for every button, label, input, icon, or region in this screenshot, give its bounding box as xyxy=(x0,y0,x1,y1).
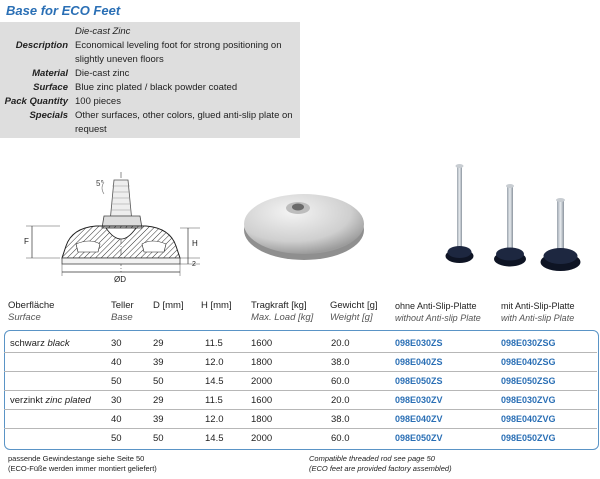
row-separator xyxy=(4,409,597,410)
spec-key: Surface xyxy=(33,82,68,93)
cell-code-anti-slip: 098E050ZVG xyxy=(501,433,556,443)
cell-base: 50 xyxy=(111,433,122,444)
two-label: 2 xyxy=(192,261,196,268)
row-separator xyxy=(4,352,597,353)
spec-key: Description xyxy=(15,40,68,51)
cell-code-anti-slip: 098E050ZSG xyxy=(501,376,556,386)
base-photo xyxy=(240,186,370,266)
cell-d: 50 xyxy=(153,433,164,444)
cell-h: 11.5 xyxy=(205,395,223,406)
cell-h: 14.5 xyxy=(205,433,224,444)
surface-label: verzinkt zinc plated xyxy=(10,395,91,406)
spec-value: Die-cast zinc xyxy=(75,68,130,79)
cell-base: 50 xyxy=(111,376,122,387)
cell-code-anti-slip: 098E030ZSG xyxy=(501,338,556,348)
cell-d: 29 xyxy=(153,338,164,349)
row-separator xyxy=(4,371,597,372)
header-without-anti-slip: ohne Anti-Slip-Platte without Anti-slip Plate xyxy=(395,301,481,323)
cell-weight: 20.0 xyxy=(331,395,350,406)
cell-d: 29 xyxy=(153,395,164,406)
angle-label: 5° xyxy=(96,179,104,188)
cell-code-anti-slip: 098E030ZVG xyxy=(501,395,556,405)
cell-h: 12.0 xyxy=(205,357,224,368)
spec-value: Economical leveling foot for strong positioning on slightly uneven floors xyxy=(75,40,282,65)
cell-code-anti-slip: 098E040ZVG xyxy=(501,414,556,424)
d-label: ØD xyxy=(114,275,126,284)
cell-d: 50 xyxy=(153,376,164,387)
spec-value: Blue zinc plated / black powder coated xyxy=(75,82,238,93)
cell-load: 1800 xyxy=(251,357,273,368)
header-weight: Gewicht [g] Weight [g] xyxy=(330,300,378,323)
cell-d: 39 xyxy=(153,357,164,368)
feet-photo xyxy=(432,160,600,276)
cell-code: 098E040ZV xyxy=(395,414,443,424)
spec-key: Material xyxy=(32,68,68,79)
row-separator xyxy=(4,428,597,429)
cell-h: 12.0 xyxy=(205,414,224,425)
technical-drawing xyxy=(0,172,220,292)
header-with-anti-slip: mit Anti-Slip-Platte with Anti-slip Plate xyxy=(501,301,575,323)
cell-load: 1800 xyxy=(251,414,273,425)
spec-value: Other surfaces, other colors, glued anti-slip plate on request xyxy=(75,110,293,135)
cell-base: 30 xyxy=(111,338,122,349)
surface-label: schwarz black xyxy=(10,338,70,349)
cell-code: 098E030ZS xyxy=(395,338,443,348)
header-surface: Oberfläche Surface xyxy=(8,300,55,323)
spec-value: 100 pieces xyxy=(75,96,121,107)
cell-load: 1600 xyxy=(251,395,273,406)
header-d: D [mm] xyxy=(153,300,184,311)
cell-load: 2000 xyxy=(251,433,273,444)
header-base: Teller Base xyxy=(111,300,134,323)
cell-code: 098E030ZV xyxy=(395,395,443,405)
cell-weight: 60.0 xyxy=(331,376,350,387)
cell-load: 1600 xyxy=(251,338,273,349)
header-h: H [mm] xyxy=(201,300,232,311)
footer-note-de: passende Gewindestange siehe Seite 50 (ECO-Füße werden immer montiert geliefert) xyxy=(8,454,157,473)
spec-key: Specials xyxy=(29,110,68,121)
spec-key: Pack Quantity xyxy=(4,96,68,107)
anti-slip-plate xyxy=(62,258,180,264)
cell-code-anti-slip: 098E040ZSG xyxy=(501,357,556,367)
cell-weight: 38.0 xyxy=(331,357,350,368)
cell-h: 11.5 xyxy=(205,338,223,349)
cell-base: 30 xyxy=(111,395,122,406)
row-separator xyxy=(4,390,597,391)
h-label: H xyxy=(192,239,198,248)
cell-weight: 60.0 xyxy=(331,433,350,444)
cell-weight: 20.0 xyxy=(331,338,350,349)
spec-value: Die-cast Zinc xyxy=(75,26,131,37)
header-load: Tragkraft [kg] Max. Load [kg] xyxy=(251,300,314,323)
cell-base: 40 xyxy=(111,357,122,368)
cell-base: 40 xyxy=(111,414,122,425)
spec-block xyxy=(0,22,300,138)
cell-h: 14.5 xyxy=(205,376,224,387)
f-label: F xyxy=(24,237,29,246)
cell-weight: 38.0 xyxy=(331,414,350,425)
cell-code: 098E050ZS xyxy=(395,376,443,386)
cell-load: 2000 xyxy=(251,376,273,387)
page-title: Base for ECO Feet xyxy=(6,3,121,18)
cell-d: 39 xyxy=(153,414,164,425)
cell-code: 098E040ZS xyxy=(395,357,443,367)
footer-note-en: Compatible threaded rod see page 50 (ECO feet are provided factory assembled) xyxy=(309,454,452,473)
cell-code: 098E050ZV xyxy=(395,433,443,443)
